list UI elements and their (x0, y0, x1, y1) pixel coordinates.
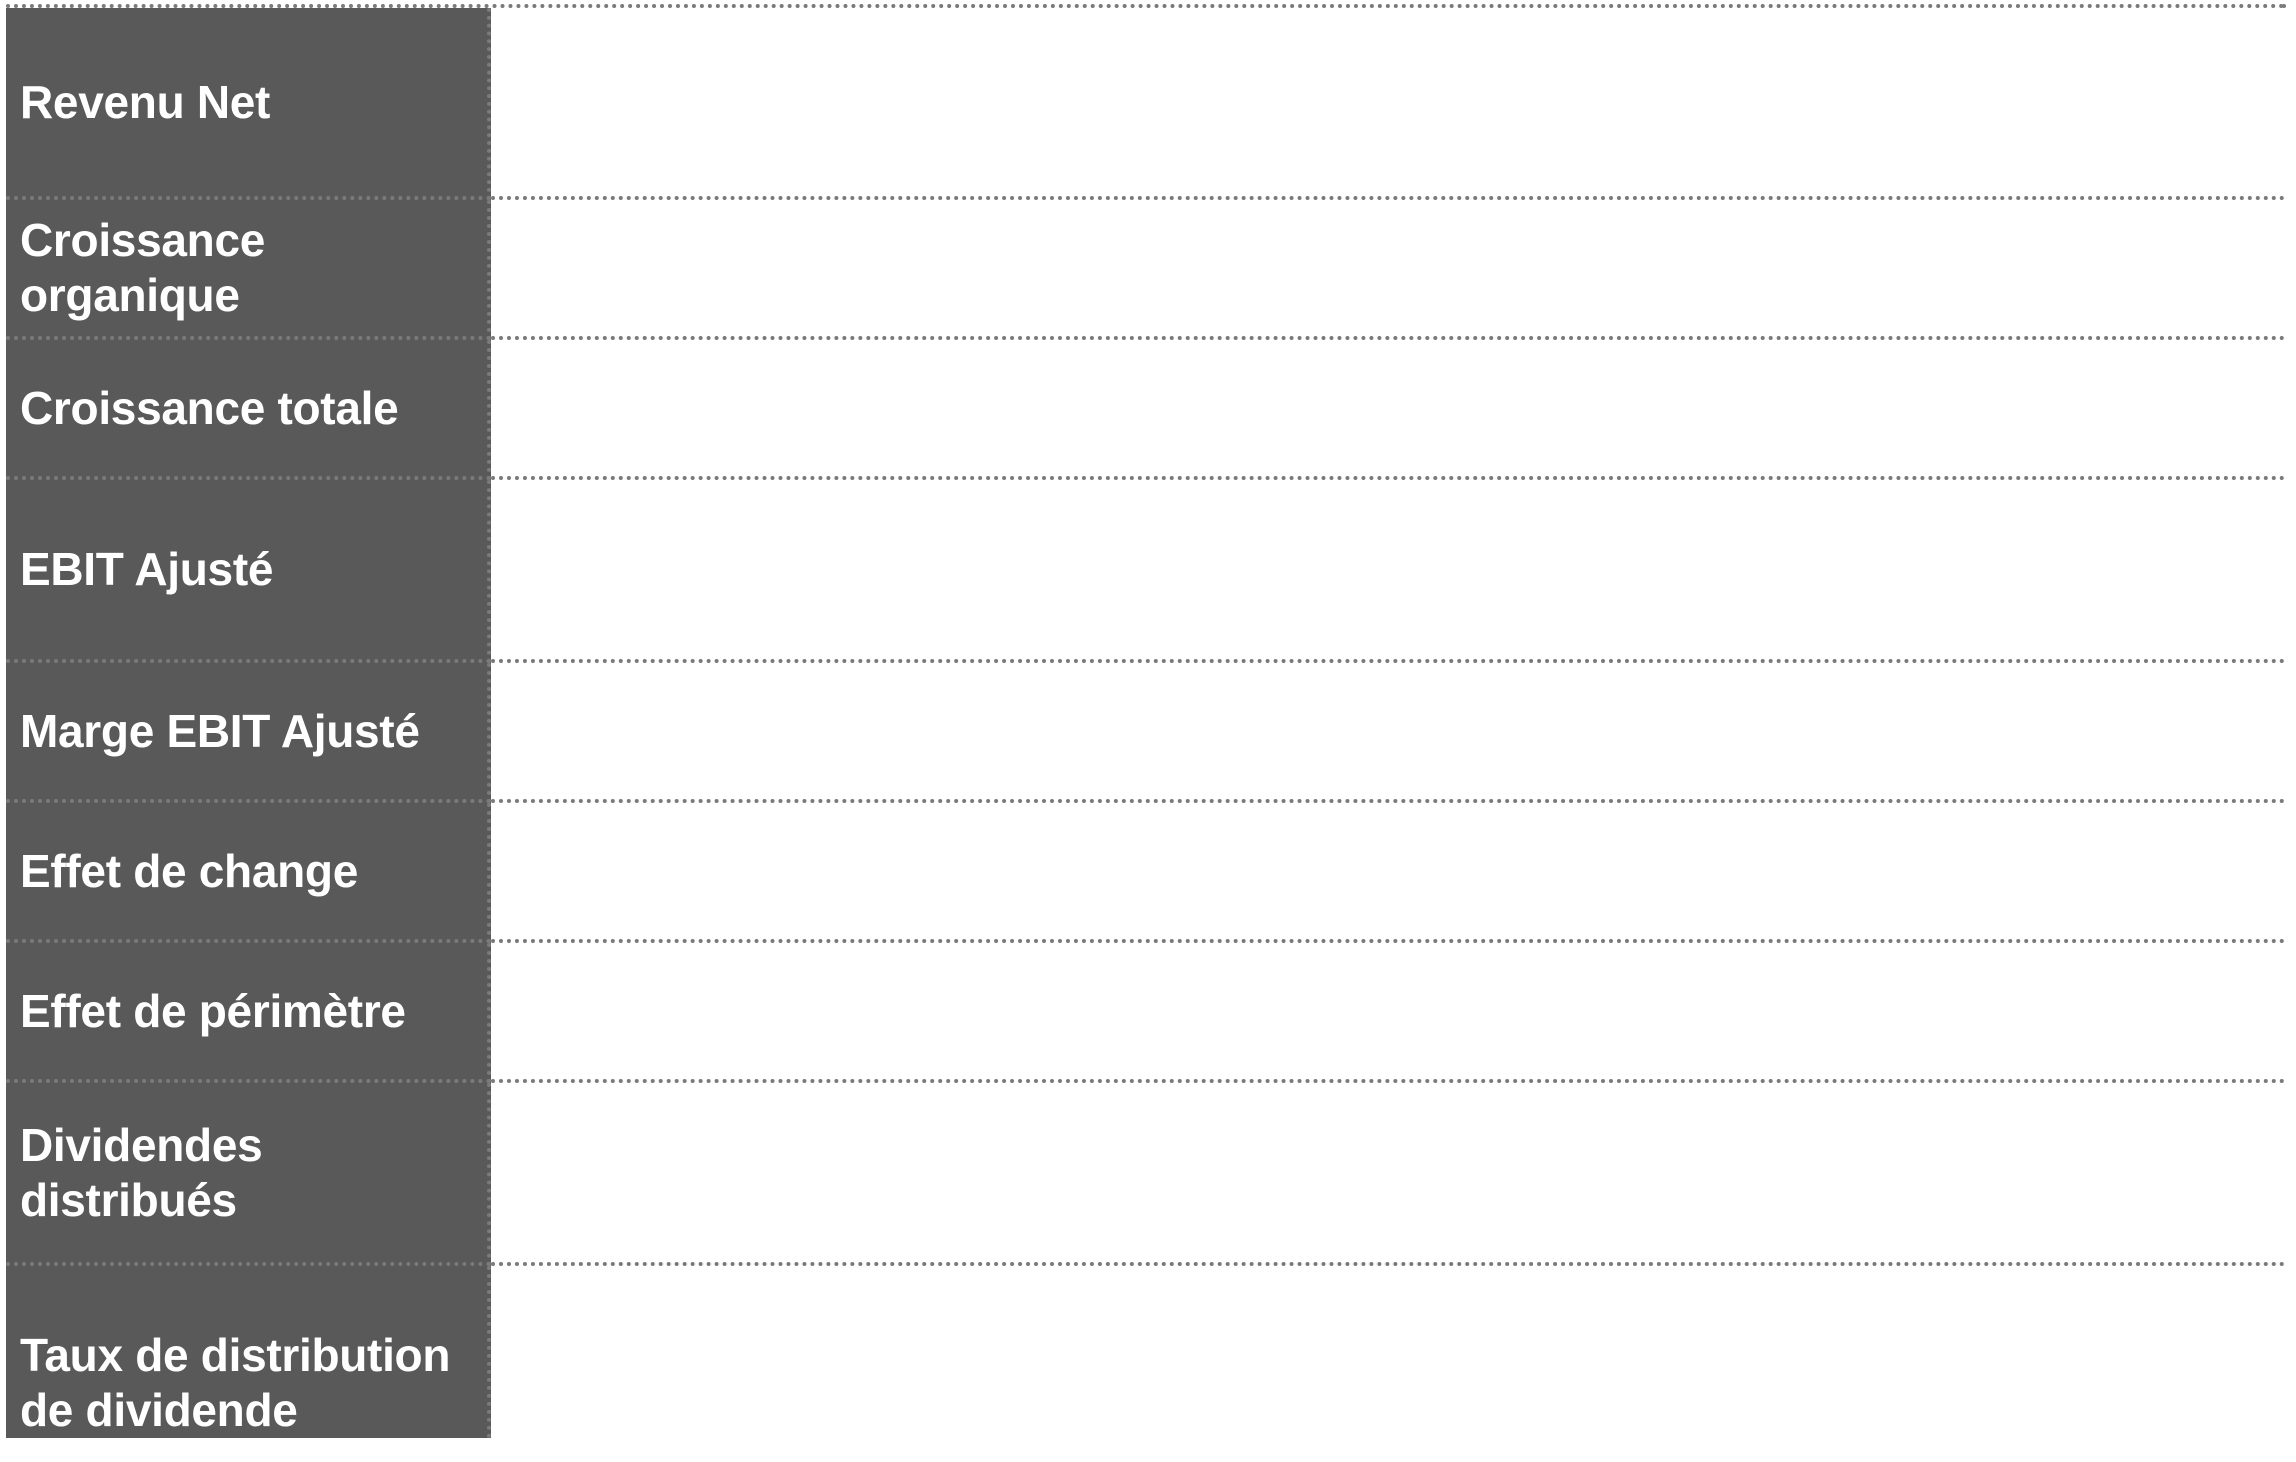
term-effet-de-perimetre: Effet de périmètre (6, 943, 491, 1083)
definition-effet-de-perimetre (491, 943, 2286, 1083)
definition-marge-ebit-ajuste (491, 663, 2286, 803)
term-ebit-ajuste: EBIT Ajusté (6, 480, 491, 663)
term-marge-ebit-ajuste: Marge EBIT Ajusté (6, 663, 491, 803)
definition-ebit-ajuste (491, 480, 2286, 663)
definition-croissance-organique (491, 200, 2286, 340)
definition-effet-de-change (491, 803, 2286, 943)
definition-taux-de-distribution (491, 1266, 2286, 1438)
glossary-table (6, 4, 2286, 1434)
definition-croissance-totale (491, 340, 2286, 480)
term-croissance-organique: Croissance organique (6, 200, 491, 340)
term-taux-de-distribution: Taux de distribution de dividende (6, 1266, 491, 1438)
term-effet-de-change: Effet de change (6, 803, 491, 943)
definition-revenu-net (491, 8, 2286, 200)
term-dividendes-distribues: Dividendes distribués (6, 1083, 491, 1266)
term-revenu-net: Revenu Net (6, 8, 491, 200)
term-croissance-totale: Croissance totale (6, 340, 491, 480)
definition-dividendes-distribues (491, 1083, 2286, 1266)
